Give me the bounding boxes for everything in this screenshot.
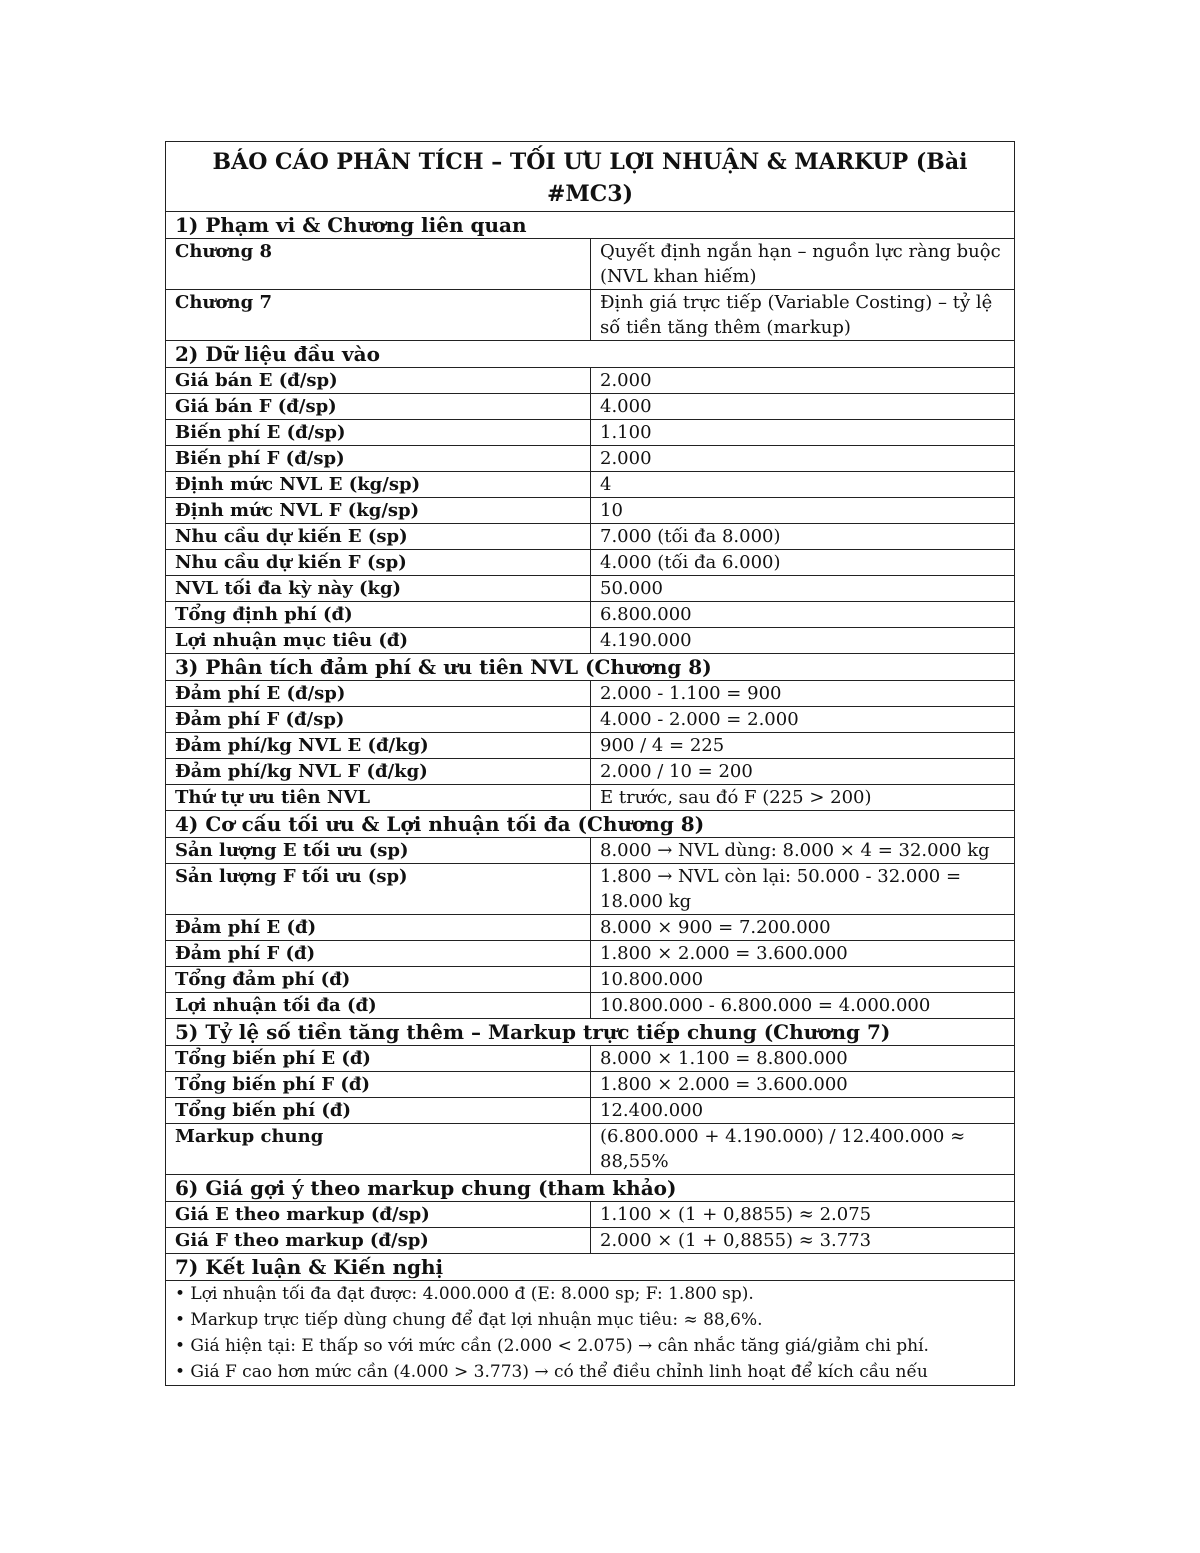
section-heading: 5) Tỷ lệ số tiền tăng thêm – Markup trực tiếp chung (Chương 7): [166, 1019, 1015, 1046]
table-row: [166, 967, 1015, 993]
table-row: [166, 628, 1015, 654]
row-label: Đảm phí/kg NVL F (đ/kg): [166, 759, 591, 785]
conclusion-bullet: • Lợi nhuận tối đa đạt được: 4.000.000 đ (E: 8.000 sp; F: 1.800 sp).: [175, 1284, 754, 1304]
row-value: Quyết định ngắn hạn – nguồn lực ràng buộc (NVL khan hiếm): [591, 239, 1015, 290]
row-value: 6.800.000: [591, 602, 1015, 628]
row-label: Tổng biến phí F (đ): [166, 1072, 591, 1098]
report-title: BÁO CÁO PHÂN TÍCH – TỐI ƯU LỢI NHUẬN & MARKUP (Bài #MC3): [166, 142, 1015, 212]
conclusion-bullet: • Giá F cao hơn mức cần (4.000 > 3.773) → có thể điều chỉnh linh hoạt để kích cầu nếu: [175, 1362, 928, 1382]
section-heading: 6) Giá gợi ý theo markup chung (tham khảo): [166, 1175, 1015, 1202]
row-label: Nhu cầu dự kiến E (sp): [166, 524, 591, 550]
row-value: 1.100 × (1 + 0,8855) ≈ 2.075: [591, 1202, 1015, 1228]
title-row: [166, 142, 1015, 212]
row-value: 2.000: [591, 446, 1015, 472]
row-label: NVL tối đa kỳ này (kg): [166, 576, 591, 602]
table-row: [166, 785, 1015, 811]
row-label: Sản lượng E tối ưu (sp): [166, 838, 591, 864]
row-label: Tổng biến phí (đ): [166, 1098, 591, 1124]
table-row: [166, 1098, 1015, 1124]
row-label: Markup chung: [166, 1124, 591, 1175]
table-row: [166, 733, 1015, 759]
row-value: 4.000 - 2.000 = 2.000: [591, 707, 1015, 733]
row-label: Sản lượng F tối ưu (sp): [166, 864, 591, 915]
row-label: Thứ tự ưu tiên NVL: [166, 785, 591, 811]
report-body: [166, 142, 1015, 1386]
table-row: [166, 707, 1015, 733]
table-row: [166, 472, 1015, 498]
row-label: Giá bán F (đ/sp): [166, 394, 591, 420]
report-table: [165, 141, 1015, 1386]
table-row: [166, 498, 1015, 524]
conclusion-bullet: • Markup trực tiếp dùng chung để đạt lợi nhuận mục tiêu: ≈ 88,6%.: [175, 1310, 763, 1330]
row-label: Đảm phí E (đ): [166, 915, 591, 941]
section-header-row: [166, 1254, 1015, 1281]
row-label: Định mức NVL F (kg/sp): [166, 498, 591, 524]
row-label: Tổng định phí (đ): [166, 602, 591, 628]
table-row: [166, 759, 1015, 785]
table-row: [166, 681, 1015, 707]
table-row: [166, 838, 1015, 864]
table-row: [166, 446, 1015, 472]
table-row: [166, 239, 1015, 290]
row-label: Đảm phí E (đ/sp): [166, 681, 591, 707]
row-label: Chương 8: [166, 239, 591, 290]
row-value: 8.000 → NVL dùng: 8.000 × 4 = 32.000 kg: [591, 838, 1015, 864]
row-value: 2.000 × (1 + 0,8855) ≈ 3.773: [591, 1228, 1015, 1254]
row-value: 2.000 - 1.100 = 900: [591, 681, 1015, 707]
row-value: 1.800 × 2.000 = 3.600.000: [591, 941, 1015, 967]
row-value: 1.100: [591, 420, 1015, 446]
table-row: [166, 1202, 1015, 1228]
table-row: [166, 864, 1015, 915]
row-label: Chương 7: [166, 290, 591, 341]
table-row: [166, 1046, 1015, 1072]
row-value: (6.800.000 + 4.190.000) / 12.400.000 ≈ 88,55%: [591, 1124, 1015, 1175]
row-label: Đảm phí/kg NVL E (đ/kg): [166, 733, 591, 759]
section-header-row: [166, 811, 1015, 838]
row-value: 4.190.000: [591, 628, 1015, 654]
table-row: [166, 1072, 1015, 1098]
row-label: Nhu cầu dự kiến F (sp): [166, 550, 591, 576]
row-label: Giá bán E (đ/sp): [166, 368, 591, 394]
row-label: Định mức NVL E (kg/sp): [166, 472, 591, 498]
section-heading: 1) Phạm vi & Chương liên quan: [166, 212, 1015, 239]
row-value: 12.400.000: [591, 1098, 1015, 1124]
row-label: Biến phí F (đ/sp): [166, 446, 591, 472]
row-label: Tổng đảm phí (đ): [166, 967, 591, 993]
table-row: [166, 915, 1015, 941]
section-header-row: [166, 341, 1015, 368]
row-value: 8.000 × 900 = 7.200.000: [591, 915, 1015, 941]
row-value: 2.000 / 10 = 200: [591, 759, 1015, 785]
row-value: Định giá trực tiếp (Variable Costing) – tỷ lệ số tiền tăng thêm (markup): [591, 290, 1015, 341]
row-value: 10.800.000: [591, 967, 1015, 993]
row-value: 4.000 (tối đa 6.000): [591, 550, 1015, 576]
section-header-row: [166, 1175, 1015, 1202]
row-label: Giá F theo markup (đ/sp): [166, 1228, 591, 1254]
row-value: 10.800.000 - 6.800.000 = 4.000.000: [591, 993, 1015, 1019]
table-row: [166, 576, 1015, 602]
row-value: 1.800 → NVL còn lại: 50.000 - 32.000 = 18.000 kg: [591, 864, 1015, 915]
row-value: 4: [591, 472, 1015, 498]
conclusion-row: [166, 1281, 1015, 1386]
conclusion-bullets: [166, 1281, 1015, 1386]
table-row: [166, 941, 1015, 967]
row-value: 900 / 4 = 225: [591, 733, 1015, 759]
table-row: [166, 1228, 1015, 1254]
row-value: 10: [591, 498, 1015, 524]
section-heading: 3) Phân tích đảm phí & ưu tiên NVL (Chương 8): [166, 654, 1015, 681]
row-label: Tổng biến phí E (đ): [166, 1046, 591, 1072]
row-value: 8.000 × 1.100 = 8.800.000: [591, 1046, 1015, 1072]
table-row: [166, 602, 1015, 628]
table-row: [166, 524, 1015, 550]
table-row: [166, 394, 1015, 420]
row-label: Biến phí E (đ/sp): [166, 420, 591, 446]
section-header-row: [166, 654, 1015, 681]
table-row: [166, 420, 1015, 446]
table-row: [166, 550, 1015, 576]
section-header-row: [166, 1019, 1015, 1046]
row-value: 2.000: [591, 368, 1015, 394]
row-value: 4.000: [591, 394, 1015, 420]
row-value: 1.800 × 2.000 = 3.600.000: [591, 1072, 1015, 1098]
table-row: [166, 368, 1015, 394]
table-row: [166, 993, 1015, 1019]
table-row: [166, 290, 1015, 341]
section-header-row: [166, 212, 1015, 239]
row-value: 7.000 (tối đa 8.000): [591, 524, 1015, 550]
table-row: [166, 1124, 1015, 1175]
conclusion-heading: 7) Kết luận & Kiến nghị: [166, 1254, 1015, 1281]
row-value: E trước, sau đó F (225 > 200): [591, 785, 1015, 811]
row-label: Đảm phí F (đ/sp): [166, 707, 591, 733]
conclusion-bullet: • Giá hiện tại: E thấp so với mức cần (2.000 < 2.075) → cân nhắc tăng giá/giảm chi phí.: [175, 1336, 929, 1356]
section-heading: 4) Cơ cấu tối ưu & Lợi nhuận tối đa (Chương 8): [166, 811, 1015, 838]
row-label: Lợi nhuận mục tiêu (đ): [166, 628, 591, 654]
row-label: Giá E theo markup (đ/sp): [166, 1202, 591, 1228]
section-heading: 2) Dữ liệu đầu vào: [166, 341, 1015, 368]
row-value: 50.000: [591, 576, 1015, 602]
row-label: Đảm phí F (đ): [166, 941, 591, 967]
row-label: Lợi nhuận tối đa (đ): [166, 993, 591, 1019]
